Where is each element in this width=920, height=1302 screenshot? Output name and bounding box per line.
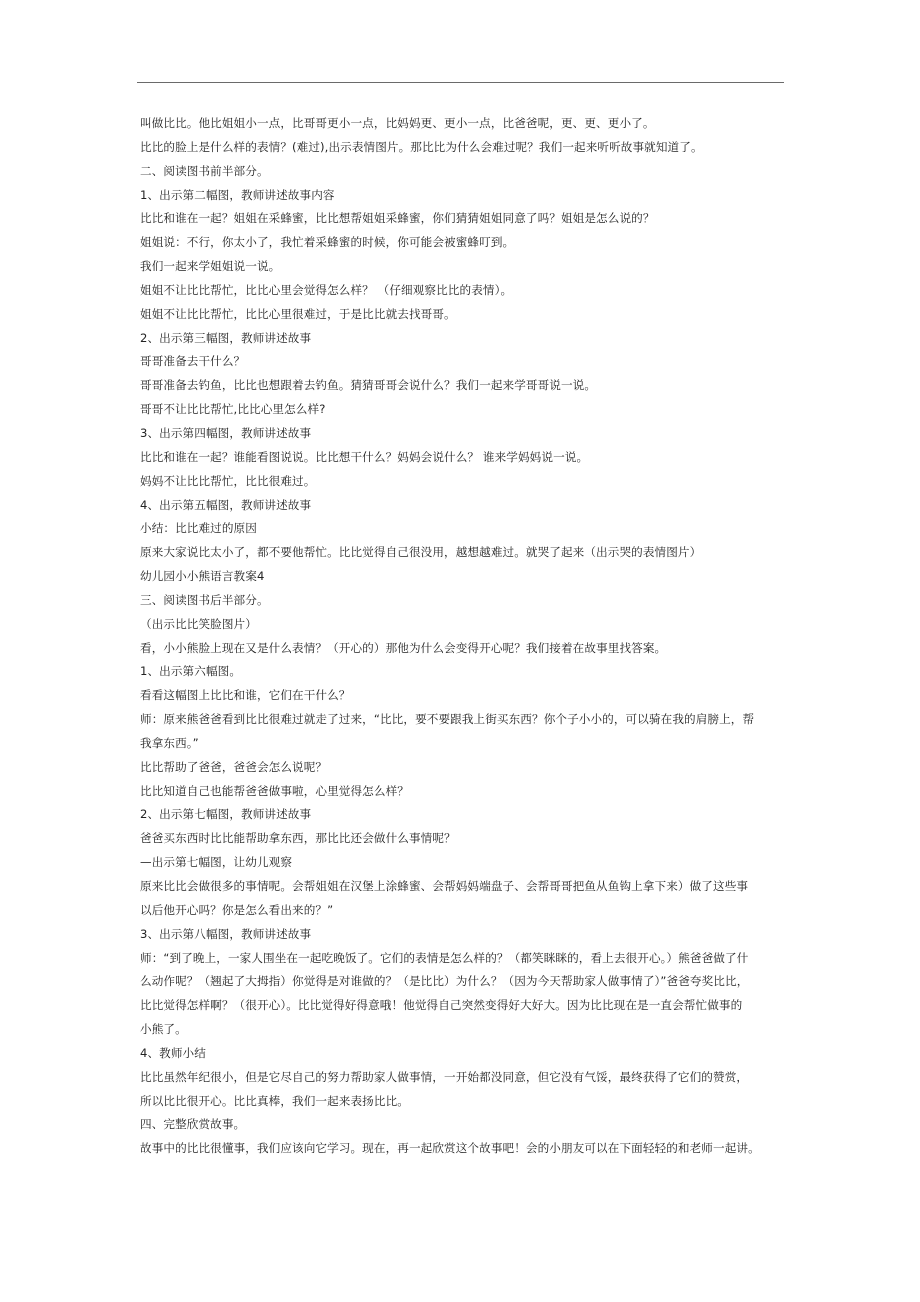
text-line: 看看这幅图上比比和谁，它们在干什么？ — [140, 688, 351, 703]
text-line: 我们一起来学姐姐说一说。 — [140, 259, 281, 274]
step-heading: 4、教师小结 — [140, 1045, 206, 1060]
text-line: 师：“到了晚上，一家人围坐在一起吃晚饭了。它们的表情是怎么样的？（都笑眯眯的，看上去很开心。）熊爸爸做了什 — [140, 950, 749, 965]
step-heading: 3、出示第四幅图，教师讲述故事 — [140, 425, 312, 440]
text-line: 比比虽然年纪很小，但是它尽自己的努力帮助家人做事情，一开始都没同意，但它没有气馁，最终获得了它们的赞赏， — [140, 1069, 749, 1084]
text-line: （出示比比笑脸图片） — [140, 616, 257, 631]
text-line: 么动作呢？（翘起了大拇指）你觉得是对谁做的？（是比比）为什么？（因为今天帮助家人做事情了）”爸爸夸奖比比， — [140, 974, 749, 989]
step-heading: 3、出示第八幅图，教师讲述故事 — [140, 926, 312, 941]
header-rule — [137, 82, 784, 83]
text-line: 爸爸买东西时比比能帮助拿东西，那比比还会做什么事情呢？ — [140, 831, 456, 846]
text-line: 比比知道自己也能帮爸爸做事啦，心里觉得怎么样？ — [140, 783, 409, 798]
text-line: 比比觉得怎样啊？（很开心）。比比觉得好得意哦！他觉得自己突然变得好大好大。因为比比现在是一直会帮忙做事的 — [140, 998, 743, 1013]
section-heading: 二、阅读图书前半部分。 — [140, 163, 269, 178]
text-line: 姐姐不让比比帮忙，比比心里很难过，于是比比就去找哥哥。 — [140, 306, 456, 321]
text-line: 小熊了。 — [140, 1022, 187, 1037]
step-heading: 1、出示第二幅图，教师讲述故事内容 — [140, 187, 335, 202]
text-line: 哥哥准备去干什么？ — [140, 354, 246, 369]
text-line: 比比和谁在一起？姐姐在采蜂蜜，比比想帮姐姐采蜂蜜，你们猜猜姐姐同意了吗？姐姐是怎么说的？ — [140, 211, 655, 226]
text-line: 原来比比会做很多的事情呢。会帮姐姐在汉堡上涂蜂蜜、会帮妈妈端盘子、会帮哥哥把鱼从鱼钩上拿下来）做了这些事 — [140, 879, 749, 893]
text-line: 哥哥不让比比帮忙,比比心里怎么样? — [140, 402, 326, 417]
step-heading: 2、出示第三幅图，教师讲述故事 — [140, 330, 312, 345]
section-heading: 四、完整欣赏故事。 — [140, 1117, 246, 1132]
text-line: 故事中的比比很懂事，我们应该向它学习。现在，再一起欣赏这个故事吧！会的小朋友可以在下面轻轻的和老师一起讲。 — [140, 1141, 760, 1156]
text-line: 原来大家说比太小了，都不要他帮忙。比比觉得自己很没用，越想越难过。就哭了起来（出示哭的表情图片） — [140, 545, 702, 560]
step-heading: 2、出示第七幅图，教师讲述故事 — [140, 807, 312, 822]
text-line: 妈妈不让比比帮忙，比比很难过。 — [140, 473, 316, 488]
text-line: 哥哥准备去钓鱼，比比也想跟着去钓鱼。猜猜哥哥会说什么？我们一起来学哥哥说一说。 — [140, 378, 597, 393]
text-line: 叫做比比。他比姐姐小一点，比哥哥更小一点，比妈妈更、更小一点，比爸爸呢，更、更、更小了。 — [140, 116, 655, 130]
text-line: —出示第七幅图，让幼儿观察 — [140, 855, 293, 870]
step-heading: 1、出示第六幅图。 — [140, 664, 242, 679]
text-line: 小结：比比难过的原因 — [140, 521, 257, 536]
document-title-line: 幼儿园小小熊语言教案4 — [140, 569, 265, 584]
step-heading: 4、出示第五幅图，教师讲述故事 — [140, 497, 312, 512]
text-line: 看，小小熊脸上现在又是什么表情？（开心的）那他为什么会变得开心呢？我们接着在故事里找答案。 — [140, 640, 667, 655]
text-line: 比比和谁在一起？谁能看图说说。比比想干什么？妈妈会说什么？ 谁来学妈妈说一说。 — [140, 449, 589, 464]
section-heading: 三、阅读图书后半部分。 — [140, 592, 269, 607]
text-line: 比比帮助了爸爸，爸爸会怎么说呢？ — [140, 759, 328, 774]
text-line: 我拿东西。” — [140, 735, 199, 750]
text-line: 师：原来熊爸爸看到比比很难过就走了过来，“比比，要不要跟我上街买东西？你个子小小的，可以骑在我的肩膀上，帮 — [140, 712, 755, 727]
text-line: 所以比比很开心。比比真棒，我们一起来表扬比比。 — [140, 1093, 409, 1108]
document-body — [140, 112, 790, 1161]
text-line: 以后他开心吗？你是怎么看出来的？” — [140, 902, 334, 917]
text-line: 比比的脸上是什么样的表情？(难过),出示表情图片。那比比为什么会难过呢？我们一起来听听故事就知道了。 — [140, 139, 703, 154]
text-line: 姐姐说：不行，你太小了，我忙着采蜂蜜的时候，你可能会被蜜蜂叮到。 — [140, 235, 515, 250]
text-line: 姐姐不让比比帮忙，比比心里会觉得怎么样？ （仔细观察比比的表情）。 — [140, 282, 513, 297]
